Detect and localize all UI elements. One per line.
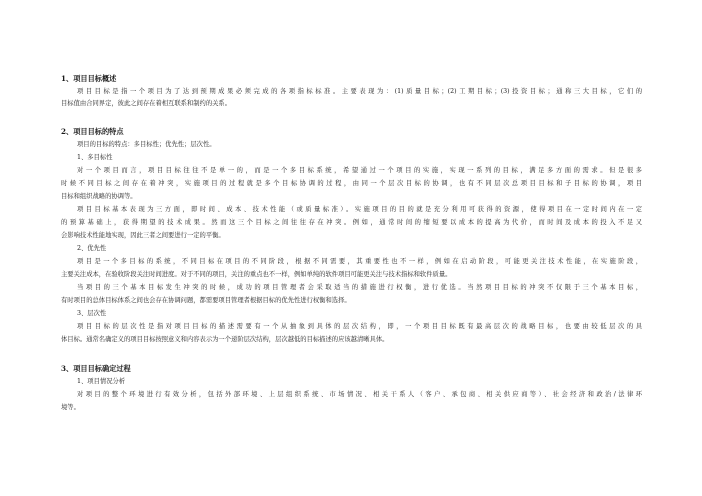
- subheading-situation-analysis: 1、项目情况分析: [77, 378, 126, 385]
- section-2-heading: 2、项目目标的特点: [61, 127, 124, 136]
- paragraph-line: 主要关注成本，在验收阶段关注时间进度。对于不同的项目，关注的重点也不一样，例如单纯的软件项目可能更关注与技术指标和软件质量。: [61, 271, 452, 278]
- section-3-heading: 3、项目目标确定过程: [61, 364, 131, 373]
- subheading-priority: 2、优先性: [77, 245, 107, 252]
- paragraph-line: 项目目标是指一个项目为了达到预期成果必须完成的各项指标标准。主要表现为：(1)质量目标；(2)工期目标；(3)投资目标；通称三大目标，它们的: [77, 88, 642, 95]
- paragraph-line: 境等。: [61, 404, 80, 411]
- paragraph-line: 项目目标的层次性是指对项目目标的描述需要有一个从抽象到具体的层次结构，即，一个项目目标既有最高层次的战略目标，也要由较低层次的具: [77, 323, 642, 330]
- paragraph-line: 项目目标基本表现为三方面，即时间、成本、技术性能（或质量标准）。实施项目的目的就是充分利用可获得的资源，使得项目在一定时间内在一定: [77, 206, 642, 213]
- paragraph-line: 有时项目的总体目标体系之间也会存在协调问题，都需要项目管理者根据目标的优先性进行权衡和选择。: [61, 297, 351, 304]
- paragraph-line: 对一个项目而言，项目目标往往不是单一的，而是一个多目标系统，希望通过一个项目的实施，实现一系列的目标，满足多方面的需求。但是很多: [77, 167, 642, 174]
- paragraph-line: 对项目的整个环境进行有效分析，包括外部环境、上层组织系统、市场情况、相关干系人（客户、承包商、相关供应商等）、社会经济和政治/法律环: [77, 391, 642, 398]
- paragraph-line: 体目标。通常名确定义的项目目标按照意义和内容表示为一个递阶层次结构，层次越低的目标描述的应该越清晰具体。: [61, 336, 389, 343]
- paragraph-line: 当项目的三个基本目标发生冲突的时候，成功的项目管理者会采取适当的措施进行权衡，进行优选。当然项目目标的冲突不仅限于三个基本目标，: [77, 284, 642, 291]
- paragraph-line: 的预算基础上，获得期望的技术成果。然而这三个目标之间往往存在冲突。例如，通常时间的缩短要以成本的提高为代价，而时间及成本的投入不足又: [61, 219, 642, 226]
- paragraph-line: 项目的目标的特点：多目标性；优先性；层次性。: [77, 141, 216, 148]
- subheading-multi-objective: 1、多目标性: [77, 154, 113, 161]
- paragraph-line: 会影响技术性能地实现，因此三者之间要进行一定的平衡。: [61, 232, 225, 239]
- paragraph-line: 项目是一个多目标的系统，不同目标在项目的不同阶段，根据不同需要，其重要性也不一样，例如在启动阶段，可能更关注技术性能，在实施阶段，: [77, 258, 642, 265]
- paragraph-line: 目标值由合同界定，彼此之间存在着相互联系和制约的关系。: [61, 100, 232, 107]
- subheading-hierarchy: 3、层次性: [77, 310, 107, 317]
- paragraph-line: 目标和组织战略的协调等。: [61, 193, 137, 200]
- paragraph-line: 时候不同目标之间存在着冲突，实施项目的过程就是多个目标协调的过程，由同一个层次目标的协调，也有不同层次总项目目标和子目标的协调，项目: [61, 180, 642, 187]
- section-1-heading: 1、项目目标概述: [61, 74, 117, 83]
